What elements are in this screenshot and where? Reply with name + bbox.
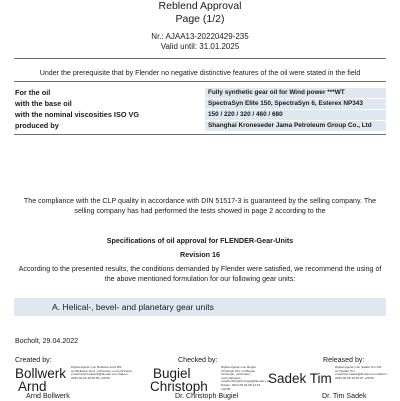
- divider: [14, 134, 386, 135]
- oil-label: For the oil: [15, 88, 51, 97]
- divider: [14, 81, 386, 82]
- approval-number: Nr.: AJAA13-20220429-235: [151, 32, 249, 41]
- digital-signature-note: Digital signiert von Bugiel Christoph DN: cn=Bugiel Christoph, o=Flender, ou=Lubricants, email=christoph.bugiel@flender.com Datum: 2022.05.02 08:14:31 +02'00': [221, 365, 272, 391]
- printed-name-bugiel: Dr. Christoph Bugiel: [175, 392, 239, 400]
- checked-by-label: Checked by:: [178, 356, 218, 364]
- released-by-label: Released by:: [323, 356, 365, 364]
- signature-sadek: Sadek Tim: [268, 371, 332, 386]
- oil-value: Fully synthetic gear oil for Wind power ***WT: [205, 88, 386, 98]
- producer-label: produced by: [15, 121, 59, 130]
- viscosity-value: 150 / 220 / 320 / 460 / 680: [205, 110, 386, 120]
- compliance-text: The compliance with the CLP quality in accordance with DIN 51517-3 is guaranteed by the selling company. The selling company has had performed the tests showed in page 2 according to the: [23, 197, 377, 215]
- digital-signature-note: Digital signiert von Bollwerk Arnd DN: cn=Bollwerk Arnd, o=Flender, ou=Lubricants, email=arnd.bollwerk@flender.com Datum: 2022.04.29 16:45:59 +02'00': [71, 365, 133, 380]
- document-title: Reblend Approval: [158, 0, 242, 12]
- gear-units-banner: A. Helical-, bevel- and planetary gear units: [14, 298, 386, 316]
- printed-name-bollwerk: Arnd Bollwerk: [26, 392, 70, 400]
- created-by-label: Created by:: [15, 356, 52, 364]
- place-date: Bocholt, 29.04.2022: [15, 337, 79, 345]
- base-oil-label: with the base oil: [15, 99, 72, 108]
- specification-title: Specifications of oil approval for FLENDER-Gear-Units: [106, 236, 294, 245]
- printed-name-sadek: Dr. Tim Sadek: [322, 392, 367, 400]
- revision: Revision 16: [180, 250, 220, 259]
- signature-bollwerk: Bollwerk Arnd: [15, 366, 67, 394]
- digital-signature-note: Digital signiert von Sadek Tim DN: cn=Sadek Tim, email=tim.sadek@flender.com Datum: 2022.05.09 16:46:07 +02'00': [335, 365, 388, 380]
- results-text: According to the presented results, the conditions demanded by Flender were satisfied, we recommend the using of the above mentioned formulation for our following gear units:: [18, 265, 382, 283]
- premise-text: Under the prerequisite that by Flender no negative distinctive features of the oil were stated in the field: [39, 69, 361, 77]
- divider: [14, 58, 386, 59]
- base-oil-value: SpectraSyn Elite 150, SpectraSyn 6, Esterex NP343: [205, 99, 386, 109]
- signature-bugiel: Bugiel Christoph: [150, 366, 208, 394]
- valid-until: Valid until: 31.01.2025: [160, 42, 240, 51]
- producer-value: Shanghai Kroneseder Jama Petroleum Group Co., Ltd: [205, 121, 386, 131]
- viscosity-label: with the nominal viscosities ISO VG: [15, 110, 140, 119]
- page-number: Page (1/2): [175, 13, 225, 25]
